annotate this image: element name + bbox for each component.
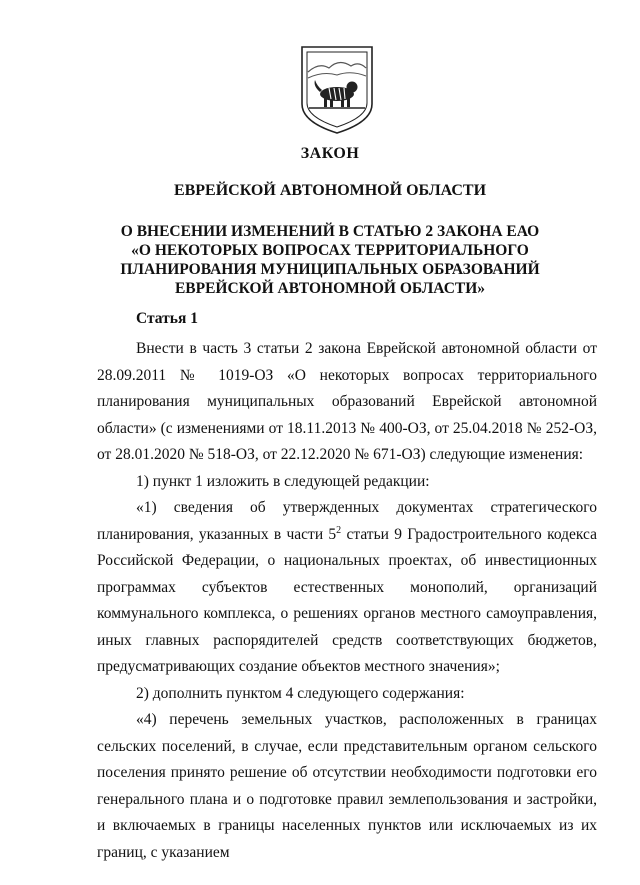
law-title-line: ЕВРЕЙСКОЙ АВТОНОМНОЙ ОБЛАСТИ»: [174, 280, 486, 297]
paragraph: 2) дополнить пунктом 4 следующего содержания:: [136, 684, 465, 702]
law-title-line: «О НЕКОТОРЫХ ВОПРОСАХ ТЕРРИТОРИАЛЬНОГО: [131, 242, 529, 259]
paragraph: Внести в часть 3 статьи 2 закона Еврейской автономной области от 28.09.2011 № 1019-ОЗ «О некоторых вопросах территориального планирования муниципальных образований Еврейской автономной области» (с изменениями от 18.11.2013 № 400-ОЗ, от 25.04.2018 № 252-ОЗ, от 28.01.2020 № 518-ОЗ, от 22.12.2020 № 671-ОЗ) следующие изменения:: [97, 340, 597, 463]
paragraph: 1) пункт 1 изложить в следующей редакции:: [136, 472, 430, 490]
paragraph-text: статьи 9 Градостроительного кодекса Российской Федерации, о национальных проектах, об инвестиционных программах субъектов естественных монополий, организаций коммунального комплекса, о решениях органов местного самоуправления, иных главных распорядителей средств соответствующих бюджетов, предусматривающих создание объектов местного значения»;: [97, 525, 597, 675]
article-heading: Статья 1: [136, 310, 198, 327]
coat-of-arms-emblem: [299, 44, 375, 136]
law-title: [40, 222, 620, 298]
paragraph: «4) перечень земельных участков, расположенных в границах сельских поселений, в случае, если представительным органом сельского поселения принято решение об отсутствии необходимости подготовки его генерального плана и о подготовке правил землепользования и застройки, и включаемых в границы населенных пунктов или исключаемых из их границ, с указанием: [97, 711, 597, 861]
region-name: ЕВРЕЙСКОЙ АВТОНОМНОЙ ОБЛАСТИ: [173, 182, 487, 199]
paragraph: [97, 495, 597, 681]
law-body: [97, 306, 597, 866]
document-type: ЗАКОН: [300, 145, 360, 162]
law-title-line: О ВНЕСЕНИИ ИЗМЕНЕНИЙ В СТАТЬЮ 2 ЗАКОНА ЕАО: [120, 223, 540, 240]
superscript: 2: [336, 524, 342, 536]
law-title-line: ПЛАНИРОВАНИЯ МУНИЦИПАЛЬНЫХ ОБРАЗОВАНИЙ: [120, 261, 540, 278]
paragraph-text: «1) сведения об утвержденных документах стратегического планирования, указанных в части 5: [97, 499, 597, 543]
